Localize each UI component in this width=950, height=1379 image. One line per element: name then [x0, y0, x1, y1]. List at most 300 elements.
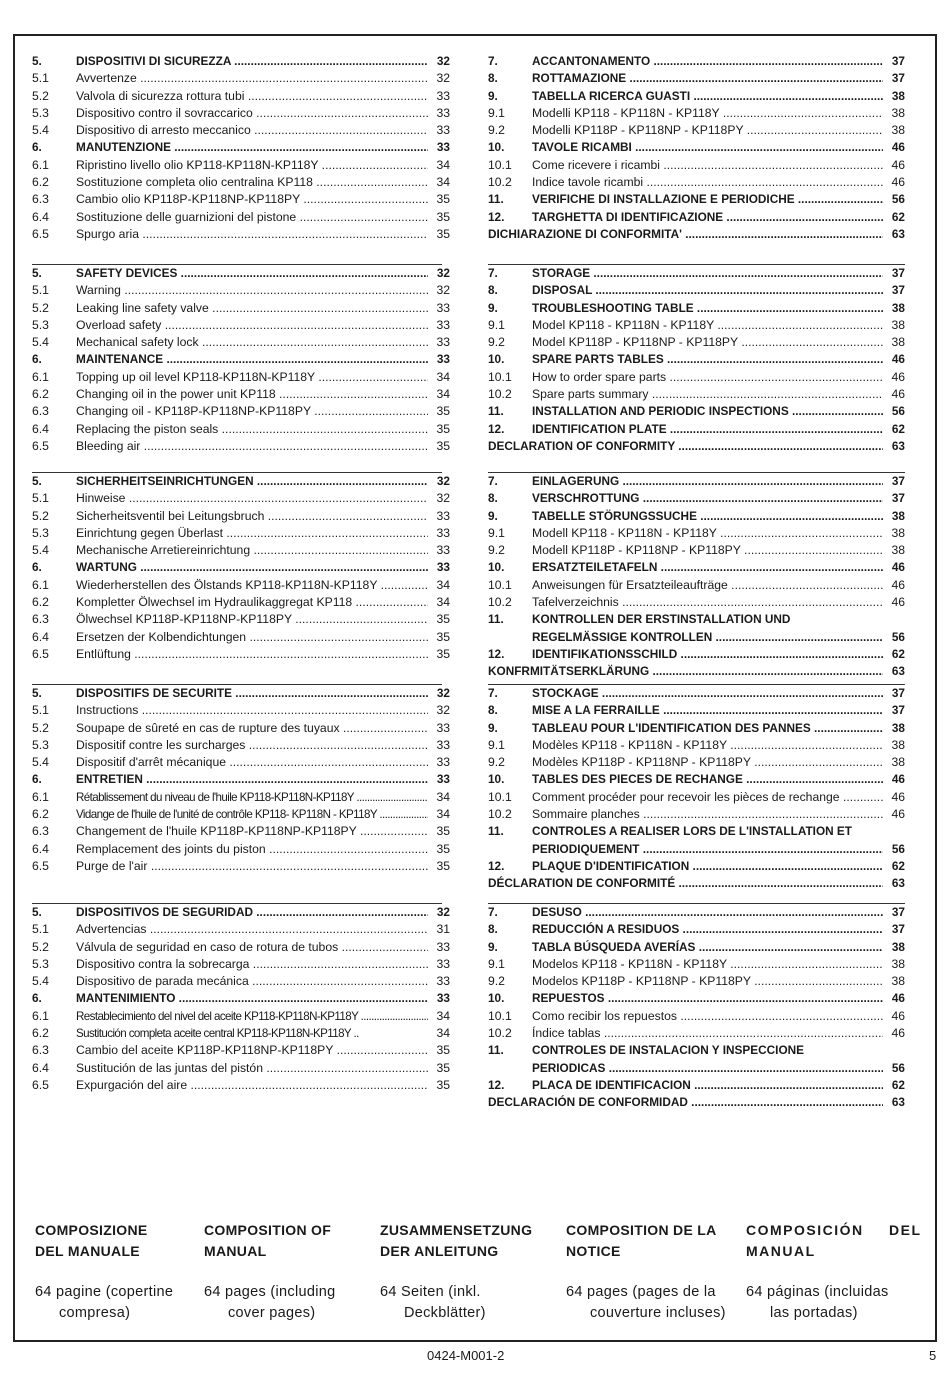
- toc-entry-title: Warning .....: [76, 282, 428, 299]
- toc-entry-page: 63: [890, 1094, 905, 1111]
- toc-entry-page: 38: [889, 317, 905, 334]
- toc-entry-title: TABLA BÚSQUEDA AVERÍAS .....: [532, 939, 883, 956]
- toc-entry-title: DESUSO .....: [532, 904, 883, 921]
- toc-entry: [488, 70, 905, 87]
- toc-column-left: [32, 904, 450, 1094]
- toc-entry-page: 34: [434, 806, 450, 823]
- toc-entry: [488, 594, 905, 611]
- toc-entry-page: 62: [890, 858, 905, 875]
- toc-entry-number: 10.2: [488, 387, 512, 402]
- toc-column-left: [32, 265, 450, 455]
- toc-entry-page: 32: [434, 282, 450, 299]
- toc-entry-title: Wiederherstellen des Ölstands KP118-KP118N-KP118Y .....: [76, 577, 428, 594]
- composition-heading-line2: NOTICE: [566, 1243, 621, 1259]
- toc-entry-title: Remplacement des joints du piston .....: [76, 841, 428, 858]
- toc-entry: [488, 209, 905, 226]
- toc-entry: [488, 1094, 905, 1111]
- toc-entry: [32, 386, 450, 403]
- toc-entry-number: 5.2: [32, 300, 49, 315]
- toc-entry-number: 5.4: [32, 335, 49, 350]
- toc-entry-number: 6.4: [32, 421, 49, 436]
- toc-entry-title: Avvertenze .....: [76, 70, 428, 87]
- toc-entry: [488, 956, 905, 973]
- toc-entry-number: 6.5: [32, 226, 49, 241]
- toc-entry: [32, 806, 450, 823]
- toc-entry-title: Entlüftung .....: [76, 646, 428, 663]
- toc-entry-number: 6.5: [32, 438, 49, 453]
- toc-entry: [488, 702, 905, 719]
- toc-entry-page: 33: [434, 300, 450, 317]
- toc-entry-title: IDENTIFICATION PLATE .....: [532, 421, 883, 438]
- toc-entry-page: 46: [889, 386, 905, 403]
- composition-pages-line1: 64 Seiten (inkl.: [380, 1284, 481, 1300]
- composition-pages-line2: couverture incluses): [590, 1305, 726, 1321]
- toc-entry: [488, 1025, 905, 1042]
- toc-entry-title: Dispositivo contra la sobrecarga .....: [76, 956, 428, 973]
- toc-entry-page: 33: [435, 990, 450, 1007]
- toc-entry-page: 32: [435, 265, 450, 282]
- composition-pages-line1: 64 pagine (copertine: [35, 1284, 174, 1300]
- toc-entry-title: Sustitución de las juntas del pistón .....: [76, 1060, 428, 1077]
- toc-entry-page: 33: [434, 720, 450, 737]
- toc-entry-title: DISPOSAL .....: [532, 282, 883, 299]
- toc-entry-page: 33: [434, 542, 450, 559]
- toc-entry-number: 10.1: [488, 789, 512, 804]
- toc-entry-number: 5.: [32, 686, 42, 700]
- toc-entry: [32, 369, 450, 386]
- toc-entry-page: 34: [434, 577, 450, 594]
- toc-entry-number: 5.4: [32, 755, 49, 770]
- toc-entry-page: 38: [890, 88, 905, 105]
- toc-entry-page: 62: [890, 209, 905, 226]
- toc-entry-number: 6.4: [32, 841, 49, 856]
- toc-entry: [32, 226, 450, 243]
- toc-entry-page: 35: [434, 226, 450, 243]
- toc-entry-number: 6.: [32, 352, 42, 367]
- toc-entry-title: Advertencias .....: [76, 921, 428, 938]
- toc-entry-page: 35: [434, 403, 450, 420]
- toc-entry-page: 33: [434, 956, 450, 973]
- toc-entry-title: Kompletter Ölwechsel im Hydraulikaggregat KP118 .....: [76, 594, 428, 611]
- toc-entry: [488, 771, 905, 788]
- toc-entry: [32, 771, 450, 788]
- toc-entry-page: 33: [434, 105, 450, 122]
- toc-entry-title: Dispositivo di arresto meccanico .....: [76, 122, 428, 139]
- toc-entry: [32, 508, 450, 525]
- toc-entry-number: 6.: [32, 772, 42, 787]
- toc-entry: [488, 939, 905, 956]
- composition-pages-line2: cover pages): [228, 1305, 316, 1321]
- toc-entry-number: 10.: [488, 991, 505, 1006]
- toc-entry-page: 38: [889, 542, 905, 559]
- toc-entry-number: 12.: [488, 1077, 505, 1092]
- toc-entry-title: ENTRETIEN .....: [76, 771, 428, 788]
- toc-entry-title: Dispositivo contro il sovraccarico .....: [76, 105, 428, 122]
- toc-entry-number: 5.: [32, 266, 42, 280]
- toc-entry: [32, 823, 450, 840]
- toc-entry-page: 34: [434, 174, 450, 191]
- toc-entry-title: Ripristino livello olio KP118-KP118N-KP118Y .....: [76, 157, 428, 174]
- toc-entry-page: 46: [889, 369, 905, 386]
- toc-entry-page: 33: [434, 88, 450, 105]
- toc-entry: [488, 663, 905, 680]
- toc-entry: [488, 525, 905, 542]
- toc-entry-title: Tafelverzeichnis .....: [532, 594, 883, 611]
- toc-entry: [488, 122, 905, 139]
- toc-entry-number: 6.5: [32, 646, 49, 661]
- toc-entry-title: IDENTIFIKATIONSSCHILD .....: [532, 646, 883, 663]
- toc-entry-title: PERIODIQUEMENT .....: [532, 841, 883, 858]
- toc-entry-number: 11.: [488, 1043, 504, 1058]
- toc-entry-page: 62: [890, 1077, 905, 1094]
- toc-entry-title: ERSATZTEILETAFELN .....: [532, 559, 883, 576]
- toc-entry-page: 35: [434, 611, 450, 628]
- toc-entry-page: 35: [434, 191, 450, 208]
- toc-entry-title: Valvola di sicurezza rottura tubi .....: [76, 88, 428, 105]
- toc-entry-page: 33: [434, 737, 450, 754]
- toc-entry-page: 34: [434, 1025, 450, 1042]
- toc-entry: [32, 1042, 450, 1059]
- toc-entry: [488, 351, 905, 368]
- toc-entry-title: DISPOSITIVOS DE SEGURIDAD .....: [76, 904, 428, 921]
- toc-entry-number: 11.: [488, 404, 504, 419]
- toc-entry-number: 9.: [488, 508, 498, 523]
- toc-entry-title: Válvula de seguridad en caso de rotura de tubos .....: [76, 939, 428, 956]
- toc-entry-title: Como recibir los repuestos .....: [532, 1008, 883, 1025]
- toc-entry-number: 10.2: [488, 595, 512, 610]
- toc-entry-page: 46: [889, 594, 905, 611]
- toc-entry: [488, 841, 905, 858]
- toc-entry: [32, 956, 450, 973]
- toc-entry-title: Expurgación del aire .....: [76, 1077, 428, 1094]
- toc-column-left: [32, 53, 450, 243]
- toc-entry-number: 9.2: [488, 335, 505, 350]
- toc-entry-title: Overload safety .....: [76, 317, 428, 334]
- toc-entry: [488, 629, 905, 646]
- toc-entry-page: 32: [435, 53, 450, 70]
- toc-entry: [32, 629, 450, 646]
- toc-entry-title: DECLARACIÓN DE CONFORMIDAD .....: [488, 1094, 883, 1111]
- toc-entry-page: 38: [889, 973, 905, 990]
- toc-entry-number: 6.3: [32, 612, 49, 627]
- toc-entry-title: SPARE PARTS TABLES .....: [532, 351, 883, 368]
- toc-entry-title: Soupape de sûreté en cas de rupture des tuyaux .....: [76, 720, 428, 737]
- toc-entry: [32, 737, 450, 754]
- toc-entry-title: REPUESTOS .....: [532, 990, 883, 1007]
- toc-entry-page: 33: [435, 139, 450, 156]
- toc-entry-number: 7.: [488, 905, 498, 919]
- toc-entry-title: Comment procéder pour recevoir les pièces de rechange .....: [532, 789, 883, 806]
- toc-entry-title: TARGHETTA DI IDENTIFICAZIONE .....: [532, 209, 883, 226]
- toc-entry-number: 9.1: [488, 956, 505, 971]
- toc-entry: [488, 157, 905, 174]
- toc-entry: [488, 646, 905, 663]
- toc-entry-page: 34: [434, 369, 450, 386]
- toc-entry-title: MAINTENANCE .....: [76, 351, 428, 368]
- toc-entry-number: 9.2: [488, 755, 505, 770]
- toc-entry-page: 38: [890, 300, 905, 317]
- toc-entry-number: 7.: [488, 474, 498, 488]
- toc-entry: [32, 646, 450, 663]
- toc-entry: [32, 754, 450, 771]
- toc-entry-number: 9.1: [488, 525, 505, 540]
- toc-entry-title: REGELMÄSSIGE KONTROLLEN .....: [532, 629, 883, 646]
- toc-entry-number: 12.: [488, 858, 505, 873]
- toc-entry-title: Modèles KP118P - KP118NP - KP118PY .....: [532, 754, 883, 771]
- toc-entry: [32, 53, 450, 70]
- toc-entry-title: Einrichtung gegen Überlast .....: [76, 525, 428, 542]
- toc-entry: [488, 789, 905, 806]
- toc-entry-number: 5.3: [32, 956, 49, 971]
- toc-entry-number: 6.5: [32, 858, 49, 873]
- composition-column-it: [35, 1220, 195, 1324]
- toc-entry-title: MANTENIMIENTO .....: [76, 990, 428, 1007]
- toc-entry: [32, 265, 450, 282]
- toc-entry-page: 37: [890, 473, 905, 490]
- toc-entry-page: 33: [434, 754, 450, 771]
- toc-entry-title: Hinweise .....: [76, 490, 428, 507]
- toc-entry-title: Cambio del aceite KP118P-KP118NP-KP118PY .....: [76, 1042, 428, 1059]
- toc-entry: [32, 904, 450, 921]
- toc-entry: [488, 1042, 905, 1059]
- toc-entry-title: Indice tavole ricambi .....: [532, 174, 883, 191]
- composition-heading-line2: DER ANLEITUNG: [380, 1243, 499, 1259]
- toc-entry-title: VERIFICHE DI INSTALLAZIONE E PERIODICHE .....: [532, 191, 883, 208]
- toc-entry: [32, 300, 450, 317]
- toc-entry-title: KONTROLLEN DER ERSTINSTALLATION UND: [532, 612, 791, 627]
- toc-entry-page: 31: [434, 921, 450, 938]
- toc-entry-page: 63: [890, 663, 905, 680]
- toc-entry-number: 10.2: [488, 807, 512, 822]
- toc-entry-page: 46: [890, 139, 905, 156]
- toc-entry: [488, 369, 905, 386]
- toc-entry-title: Modelli KP118 - KP118N - KP118Y .....: [532, 105, 883, 122]
- toc-entry: [488, 1077, 905, 1094]
- toc-entry-number: 10.: [488, 352, 505, 367]
- toc-entry-number: 12.: [488, 646, 505, 661]
- toc-entry-number: 5.1: [32, 703, 49, 718]
- toc-entry: [32, 1008, 450, 1025]
- toc-entry-title: Modèles KP118 - KP118N - KP118Y .....: [532, 737, 883, 754]
- toc-entry-number: 9.: [488, 939, 498, 954]
- toc-entry-number: 6.3: [32, 824, 49, 839]
- toc-entry: [32, 473, 450, 490]
- toc-entry-title: CONTROLES DE INSTALACION Y INSPECCIONE: [532, 1043, 805, 1058]
- composition-heading-line1: COMPOSITION OF: [204, 1222, 332, 1238]
- toc-entry: [32, 702, 450, 719]
- toc-entry-title: Spurgo aria .....: [76, 226, 428, 243]
- toc-entry-number: 6.4: [32, 629, 49, 644]
- toc-entry: [488, 559, 905, 576]
- toc-entry-page: 35: [434, 646, 450, 663]
- composition-heading-line1: COMPOSITION DE LA: [566, 1222, 717, 1238]
- toc-column-right: [488, 685, 905, 893]
- toc-entry-page: 46: [890, 559, 905, 576]
- toc-entry-page: 35: [434, 1042, 450, 1059]
- composition-pages-line1: 64 pages (including: [204, 1284, 336, 1300]
- toc-column-right: [488, 53, 905, 243]
- toc-entry: [488, 438, 905, 455]
- toc-entry-page: 32: [434, 702, 450, 719]
- toc-entry: [488, 973, 905, 990]
- toc-entry-number: 10.1: [488, 577, 512, 592]
- toc-entry-title: STORAGE .....: [532, 265, 883, 282]
- toc-entry-page: 32: [434, 70, 450, 87]
- toc-entry-number: 5.2: [32, 508, 49, 523]
- toc-entry-number: 5.1: [32, 922, 49, 937]
- toc-entry-page: 38: [889, 525, 905, 542]
- toc-entry-title: INSTALLATION AND PERIODIC INSPECTIONS .....: [532, 403, 883, 420]
- toc-entry-title: PLAQUE D'IDENTIFICATION .....: [532, 858, 883, 875]
- toc-entry-page: 37: [890, 265, 905, 282]
- composition-column-es: [746, 1220, 926, 1324]
- toc-entry-title: PERIODICAS .....: [532, 1060, 883, 1077]
- toc-entry-page: 37: [890, 702, 905, 719]
- toc-entry-page: 33: [434, 939, 450, 956]
- toc-entry-title: MANUTENZIONE .....: [76, 139, 428, 156]
- toc-entry: [488, 858, 905, 875]
- toc-entry-number: 12.: [488, 209, 505, 224]
- toc-entry-page: 33: [434, 122, 450, 139]
- toc-entry-number: 6.1: [32, 157, 49, 172]
- toc-entry-title: DÉCLARATION DE CONFORMITÉ .....: [488, 875, 883, 892]
- toc-entry-title: REDUCCIÓN A RESIDUOS .....: [532, 921, 883, 938]
- toc-entry: [488, 990, 905, 1007]
- toc-entry-page: 37: [890, 282, 905, 299]
- toc-entry: [488, 577, 905, 594]
- toc-entry-page: 46: [890, 351, 905, 368]
- toc-entry-page: 33: [434, 508, 450, 525]
- toc-entry-title: KONFRMITÄTSERKLÄRUNG .....: [488, 663, 883, 680]
- toc-entry-page: 33: [434, 525, 450, 542]
- toc-entry-number: 9.: [488, 720, 498, 735]
- toc-entry-number: 8.: [488, 71, 498, 86]
- toc-entry-page: 33: [435, 351, 450, 368]
- toc-entry-title: Modell KP118 - KP118N - KP118Y .....: [532, 525, 883, 542]
- toc-entry-number: 5.2: [32, 720, 49, 735]
- toc-entry: [32, 611, 450, 628]
- composition-heading-line1: COMPOSICIÓN DEL: [746, 1222, 922, 1238]
- toc-entry: [488, 421, 905, 438]
- toc-entry-number: 11.: [488, 612, 504, 627]
- toc-entry: [488, 191, 905, 208]
- toc-entry-number: 10.: [488, 560, 505, 575]
- toc-entry-title: DISPOSITIFS DE SECURITE .....: [76, 685, 428, 702]
- toc-entry-page: 37: [890, 53, 905, 70]
- toc-entry-page: 38: [889, 105, 905, 122]
- toc-entry: [488, 806, 905, 823]
- toc-entry: [488, 226, 905, 243]
- toc-entry: [32, 559, 450, 576]
- toc-entry-title: Instructions .....: [76, 702, 428, 719]
- toc-entry-title: PLACA DE IDENTIFICACION .....: [532, 1077, 883, 1094]
- toc-entry-number: 5.2: [32, 88, 49, 103]
- toc-entry-page: 35: [434, 209, 450, 226]
- toc-entry-title: ROTTAMAZIONE .....: [532, 70, 883, 87]
- toc-entry-title: Replacing the piston seals .....: [76, 421, 428, 438]
- toc-column-right: [488, 904, 905, 1112]
- toc-entry-page: 32: [435, 904, 450, 921]
- composition-pages-line2: las portadas): [770, 1305, 858, 1321]
- toc-entry-number: 9.2: [488, 123, 505, 138]
- toc-entry-number: 9.1: [488, 317, 505, 332]
- toc-entry: [32, 88, 450, 105]
- toc-entry-page: 37: [890, 921, 905, 938]
- toc-entry-number: 6.5: [32, 1077, 49, 1092]
- toc-column-left: [32, 473, 450, 663]
- toc-entry: [488, 685, 905, 702]
- toc-entry-page: 35: [434, 438, 450, 455]
- toc-entry-number: 6.2: [32, 387, 49, 402]
- toc-entry-page: 46: [889, 577, 905, 594]
- toc-column-right: [488, 473, 905, 681]
- toc-entry-number: 9.2: [488, 543, 505, 558]
- toc-entry: [488, 611, 905, 628]
- toc-entry-title: Índice tablas .....: [532, 1025, 883, 1042]
- toc-entry-page: 33: [434, 973, 450, 990]
- composition-pages-line2: Deckblätter): [404, 1305, 486, 1321]
- toc-entry-page: 63: [890, 438, 905, 455]
- toc-entry-page: 33: [435, 559, 450, 576]
- toc-entry-page: 35: [434, 858, 450, 875]
- toc-entry-title: STOCKAGE .....: [532, 685, 883, 702]
- toc-entry-number: 5.3: [32, 525, 49, 540]
- toc-entry: [32, 438, 450, 455]
- toc-entry-number: 11.: [488, 192, 504, 207]
- toc-entry-number: 12.: [488, 421, 505, 436]
- toc-entry-page: 35: [434, 421, 450, 438]
- toc-entry-number: 9.1: [488, 105, 505, 120]
- toc-entry-page: 46: [890, 771, 905, 788]
- toc-entry-title: TABLEAU POUR L'IDENTIFICATION DES PANNES .....: [532, 720, 883, 737]
- toc-entry: [32, 1060, 450, 1077]
- toc-entry-number: 6.1: [32, 369, 49, 384]
- toc-entry-title: SICHERHEITSEINRICHTUNGEN .....: [76, 473, 428, 490]
- toc-entry-number: 8.: [488, 922, 498, 937]
- toc-entry: [32, 921, 450, 938]
- toc-entry-title: Cambio olio KP118P-KP118NP-KP118PY .....: [76, 191, 428, 208]
- toc-entry-number: 10.2: [488, 1026, 512, 1041]
- toc-entry: [32, 594, 450, 611]
- toc-entry-number: 6.: [32, 140, 42, 155]
- toc-entry-page: 35: [434, 823, 450, 840]
- toc-entry-number: 6.1: [32, 1008, 49, 1023]
- toc-entry-page: 38: [889, 737, 905, 754]
- toc-entry-page: 34: [434, 1008, 450, 1025]
- toc-entry-number: 9.: [488, 300, 498, 315]
- toc-entry: [32, 282, 450, 299]
- toc-entry-title: Mechanische Arretiereinrichtung .....: [76, 542, 428, 559]
- toc-entry-page: 46: [889, 789, 905, 806]
- toc-entry: [488, 317, 905, 334]
- toc-entry-number: 6.3: [32, 1043, 49, 1058]
- toc-entry: [488, 1060, 905, 1077]
- toc-entry-page: 46: [890, 990, 905, 1007]
- toc-entry-title: Dispositif d'arrêt mécanique .....: [76, 754, 428, 771]
- toc-entry: [488, 403, 905, 420]
- toc-entry-number: 5.4: [32, 543, 49, 558]
- toc-entry-title: TABELLA RICERCA GUASTI .....: [532, 88, 883, 105]
- toc-entry-number: 5.3: [32, 105, 49, 120]
- toc-entry-page: 38: [889, 754, 905, 771]
- toc-entry: [488, 282, 905, 299]
- toc-entry-number: 6.3: [32, 192, 49, 207]
- toc-entry-page: 46: [889, 157, 905, 174]
- toc-entry-page: 56: [890, 629, 905, 646]
- toc-entry: [488, 386, 905, 403]
- toc-entry: [32, 403, 450, 420]
- toc-entry: [32, 139, 450, 156]
